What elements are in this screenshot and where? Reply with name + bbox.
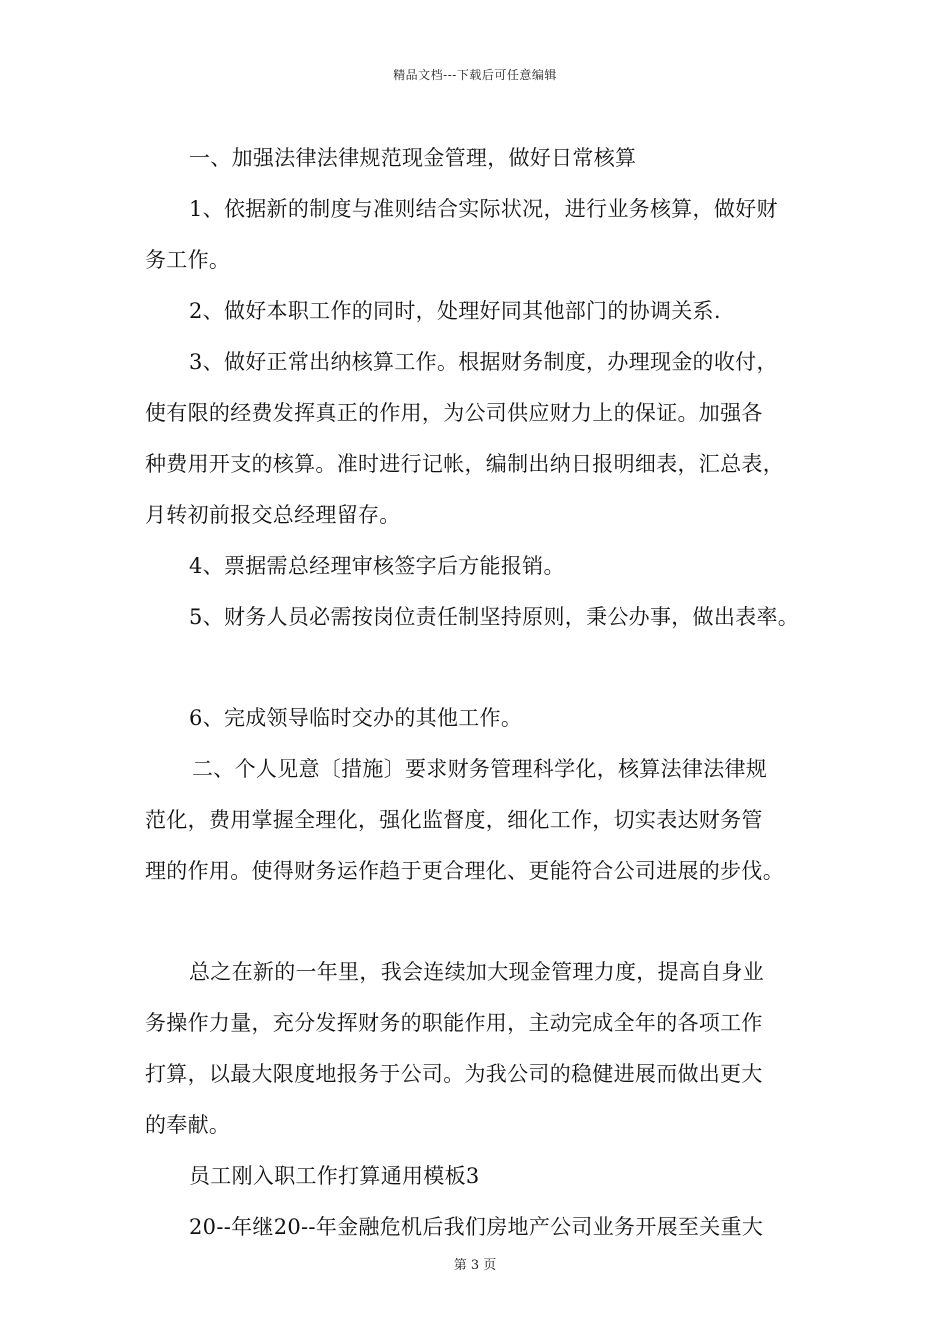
section-heading-1: 一、加强法律法律规范现金管理，做好日常核算 xyxy=(189,146,637,170)
paragraph-line: 6、完成领导临时交办的其他工作。 xyxy=(189,706,523,730)
page-number: 第 3 页 xyxy=(453,1258,497,1273)
paragraph-line: 2、做好本职工作的同时，处理好同其他部门的协调关系. xyxy=(189,299,721,323)
paragraph-line: 务工作。 xyxy=(145,248,231,272)
paragraph-line: 1、依据新的制度与准则结合实际状况，进行业务核算，做好财 xyxy=(189,197,778,221)
paragraph-line: 打算，以最大限度地报务于公司。为我公司的稳健进展而做出更大 xyxy=(145,1062,763,1086)
section-heading-2: 二、个人见意〔措施〕要求财务管理科学化，核算法律法律规 xyxy=(192,757,768,781)
paragraph-line: 5、财务人员必需按岗位责任制坚持原则，秉公办事，做出表率。 xyxy=(189,605,800,629)
paragraph-gap xyxy=(145,643,825,693)
paragraph-line: 种费用开支的核算。准时进行记帐，编制出纳日报明细表，汇总表， xyxy=(145,452,784,476)
paragraph-line: 范化，费用掌握全理化，强化监督度，细化工作，切实表达财务管 xyxy=(145,808,763,832)
paragraph-line: 月转初前报交总经理留存。 xyxy=(145,503,401,527)
document-body xyxy=(145,133,825,1253)
paragraph-line: 总之在新的一年里，我会连续加大现金管理力度，提高自身业 xyxy=(189,960,765,984)
paragraph-line: 的奉献。 xyxy=(145,1113,231,1137)
template-title: 员工刚入职工作打算通用模板3 xyxy=(189,1164,480,1188)
page-header: 精品文档---下载后可任意编辑 xyxy=(393,68,557,82)
paragraph-line: 20--年继20--年金融危机后我们房地产公司业务开展至关重大 xyxy=(189,1215,764,1239)
paragraph-line: 理的作用。使得财务运作趋于更合理化、更能符合公司进展的步伐。 xyxy=(145,859,784,883)
paragraph-line: 3、做好正常出纳核算工作。根据财务制度，办理现金的收付， xyxy=(189,350,778,374)
paragraph-line: 使有限的经费发挥真正的作用，为公司供应财力上的保证。加强各 xyxy=(145,401,763,425)
paragraph-line: 务操作力量，充分发挥财务的职能作用，主动完成全年的各项工作 xyxy=(145,1011,763,1035)
paragraph-gap xyxy=(145,897,825,947)
paragraph-line: 4、票据需总经理审核签字后方能报销。 xyxy=(189,554,565,578)
